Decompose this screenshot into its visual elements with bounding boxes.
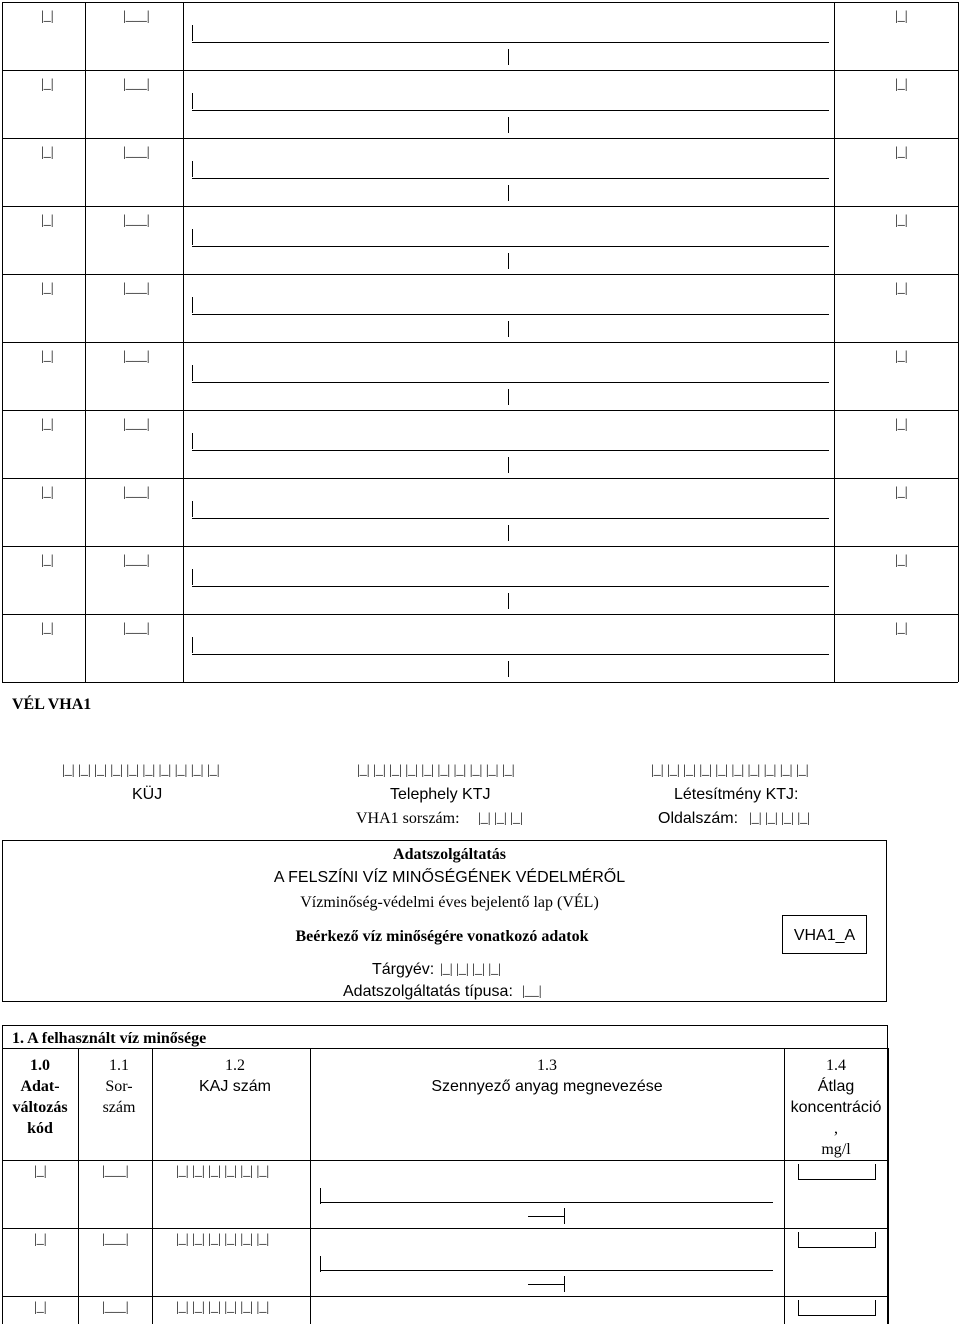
targyev-label: Tárgyév: <box>372 961 435 978</box>
row-serial-box[interactable]: |___| <box>123 553 150 568</box>
oldalszam-label: Oldalszám: <box>658 810 739 827</box>
table-row-rule <box>2 410 958 411</box>
table-column-rule <box>2 1048 3 1324</box>
table-row-rule <box>2 1228 888 1229</box>
section-title-rule <box>2 1048 888 1049</box>
table-column-rule <box>152 1048 153 1324</box>
row-serial-box[interactable]: |___| <box>123 145 150 160</box>
concentration-field[interactable] <box>798 1179 875 1180</box>
row-name-field-end[interactable] <box>508 321 509 337</box>
row-name-field <box>192 382 829 383</box>
pollutant-code-field-end[interactable] <box>564 1276 565 1292</box>
col-2-header: 1.2 KAJ szám <box>198 1057 271 1095</box>
telephely-box[interactable]: |_| |_| |_| |_| |_| |_| |_| |_| |_| |_| <box>357 763 515 778</box>
table-row-rule <box>2 1296 888 1297</box>
row-flag-box[interactable]: |_| <box>895 485 908 500</box>
concentration-field-start[interactable] <box>798 1164 799 1180</box>
row-name-field-end[interactable] <box>508 253 509 269</box>
targyev-box[interactable]: |_| |_| |_| |_| <box>440 962 501 977</box>
concentration-field[interactable] <box>798 1315 875 1316</box>
row-name-field-end[interactable] <box>508 389 509 405</box>
row-code-box[interactable]: |_| <box>41 417 54 432</box>
row-name-field-start[interactable] <box>192 501 193 517</box>
row-flag-box[interactable]: |_| <box>895 145 908 160</box>
row-flag-box[interactable]: |_| <box>895 553 908 568</box>
concentration-field-end[interactable] <box>875 1300 876 1316</box>
col-0-header: 1.0 Adat- változás kód <box>12 1057 68 1137</box>
table-row-rule <box>2 2 958 3</box>
row-name-field-end[interactable] <box>508 593 509 609</box>
row-serial-box[interactable]: |___| <box>123 213 150 228</box>
data-change-code-box[interactable]: |_| <box>34 1232 47 1247</box>
row-name-field-start[interactable] <box>192 433 193 449</box>
table-row-rule <box>2 274 958 275</box>
row-name-field-start[interactable] <box>192 161 193 177</box>
kaj-number-box[interactable]: |_| |_| |_| |_| |_| |_| <box>176 1300 270 1315</box>
table-column-rule <box>888 1048 889 1324</box>
row-name-field-start[interactable] <box>192 297 193 313</box>
oldalszam-box[interactable]: |_| |_| |_| |_| <box>749 811 810 826</box>
row-code-box[interactable]: |_| <box>41 145 54 160</box>
row-flag-box[interactable]: |_| <box>895 349 908 364</box>
table-row-rule <box>2 70 958 71</box>
concentration-field-end[interactable] <box>875 1164 876 1180</box>
row-flag-box[interactable]: |_| <box>895 213 908 228</box>
title-line-2: A FELSZÍNI VÍZ MINŐSÉGÉNEK VÉDELMÉRŐL <box>273 869 626 886</box>
row-name-field-start[interactable] <box>192 229 193 245</box>
row-name-field <box>192 586 829 587</box>
serial-number-box[interactable]: |___| <box>102 1232 129 1247</box>
letesitmeny-box[interactable]: |_| |_| |_| |_| |_| |_| |_| |_| |_| |_| <box>651 763 809 778</box>
tipus-box[interactable]: |__| <box>522 984 542 999</box>
pollutant-name-field[interactable] <box>320 1202 773 1203</box>
table-row-rule <box>2 138 958 139</box>
row-name-field-start[interactable] <box>192 365 193 381</box>
row-serial-box[interactable]: |___| <box>123 417 150 432</box>
title-line-1: Adatszolgáltatás <box>393 846 506 863</box>
data-change-code-box[interactable]: |_| <box>34 1300 47 1315</box>
row-code-box[interactable]: |_| <box>41 281 54 296</box>
kaj-number-box[interactable]: |_| |_| |_| |_| |_| |_| <box>176 1164 270 1179</box>
pollutant-code-field[interactable] <box>528 1284 564 1285</box>
section-title: 1. A felhasznált víz minősége <box>12 1030 207 1047</box>
row-name-field-start[interactable] <box>192 93 193 109</box>
row-code-box[interactable]: |_| <box>41 553 54 568</box>
row-name-field-start[interactable] <box>192 637 193 653</box>
form-code: VÉL VHA1 <box>12 696 92 713</box>
row-name-field <box>192 314 829 315</box>
title-line-3: Vízminőség-védelmi éves bejelentő lap (VÉL) <box>300 894 599 911</box>
table-row-rule <box>2 1160 888 1161</box>
row-flag-box[interactable]: |_| <box>895 9 908 24</box>
table-column-rule <box>78 1048 79 1324</box>
concentration-field[interactable] <box>798 1247 875 1248</box>
row-serial-box[interactable]: |___| <box>123 9 150 24</box>
concentration-field-start[interactable] <box>798 1232 799 1248</box>
row-name-field <box>192 246 829 247</box>
row-code-box[interactable]: |_| <box>41 621 54 636</box>
telephely-label: Telephely KTJ <box>390 786 491 803</box>
table-row-rule <box>2 206 958 207</box>
row-name-field <box>192 110 829 111</box>
table-column-rule <box>310 1048 311 1324</box>
kuj-label: KÜJ <box>132 786 163 803</box>
pollutant-code-field-end[interactable] <box>564 1208 565 1224</box>
concentration-field-end[interactable] <box>875 1232 876 1248</box>
row-name-field-end[interactable] <box>508 525 509 541</box>
row-code-box[interactable]: |_| <box>41 485 54 500</box>
row-code-box[interactable]: |_| <box>41 213 54 228</box>
row-name-field-end[interactable] <box>508 185 509 201</box>
row-flag-box[interactable]: |_| <box>895 77 908 92</box>
row-name-field <box>192 450 829 451</box>
row-name-field-end[interactable] <box>508 457 509 473</box>
row-name-field <box>192 654 829 655</box>
sorszam-label: VHA1 sorszám: <box>356 810 460 827</box>
row-serial-box[interactable]: |___| <box>123 621 150 636</box>
row-name-field <box>192 178 829 179</box>
row-name-field-start[interactable] <box>192 25 193 41</box>
row-serial-box[interactable]: |___| <box>123 485 150 500</box>
title-box <box>2 840 887 1002</box>
concentration-field-start[interactable] <box>798 1300 799 1316</box>
table-column-rule <box>958 2 959 682</box>
table-row-rule <box>2 546 958 547</box>
kaj-number-box[interactable]: |_| |_| |_| |_| |_| |_| <box>176 1232 270 1247</box>
row-serial-box[interactable]: |___| <box>123 349 150 364</box>
table-column-rule <box>784 1048 785 1324</box>
row-serial-box[interactable]: |___| <box>123 77 150 92</box>
row-flag-box[interactable]: |_| <box>895 417 908 432</box>
pollutant-code-field[interactable] <box>528 1216 564 1217</box>
serial-number-box[interactable]: |___| <box>102 1164 129 1179</box>
row-name-field <box>192 518 829 519</box>
row-code-box[interactable]: |_| <box>41 9 54 24</box>
col-1-header: 1.1 Sor- szám <box>102 1057 136 1116</box>
col-4-header: 1.4 Átlag koncentráció , mg/l <box>790 1057 882 1158</box>
col-3-header: 1.3 Szennyező anyag megnevezése <box>431 1057 663 1095</box>
tipus-label: Adatszolgáltatás típusa: <box>343 983 513 1000</box>
sorszam-box[interactable]: |_| |_| |_| <box>478 811 523 826</box>
row-code-box[interactable]: |_| <box>41 77 54 92</box>
pollutant-name-field[interactable] <box>320 1270 773 1271</box>
row-name-field-end[interactable] <box>508 661 509 677</box>
table-row-rule <box>2 478 958 479</box>
letesitmeny-label: Létesítmény KTJ: <box>674 786 799 803</box>
row-name-field-end[interactable] <box>508 49 509 65</box>
form-variant-code: VHA1_A <box>782 915 867 954</box>
row-flag-box[interactable]: |_| <box>895 281 908 296</box>
title-line-4: Beérkező víz minőségére vonatkozó adatok <box>295 928 589 945</box>
table-row-rule <box>2 682 958 683</box>
row-serial-box[interactable]: |___| <box>123 281 150 296</box>
serial-number-box[interactable]: |___| <box>102 1300 129 1315</box>
data-change-code-box[interactable]: |_| <box>34 1164 47 1179</box>
row-name-field-start[interactable] <box>192 569 193 585</box>
table-row-rule <box>2 614 958 615</box>
row-code-box[interactable]: |_| <box>41 349 54 364</box>
table-row-rule <box>2 342 958 343</box>
row-name-field-end[interactable] <box>508 117 509 133</box>
kuj-box[interactable]: |_| |_| |_| |_| |_| |_| |_| |_| |_| |_| <box>62 763 220 778</box>
row-flag-box[interactable]: |_| <box>895 621 908 636</box>
row-name-field <box>192 42 829 43</box>
